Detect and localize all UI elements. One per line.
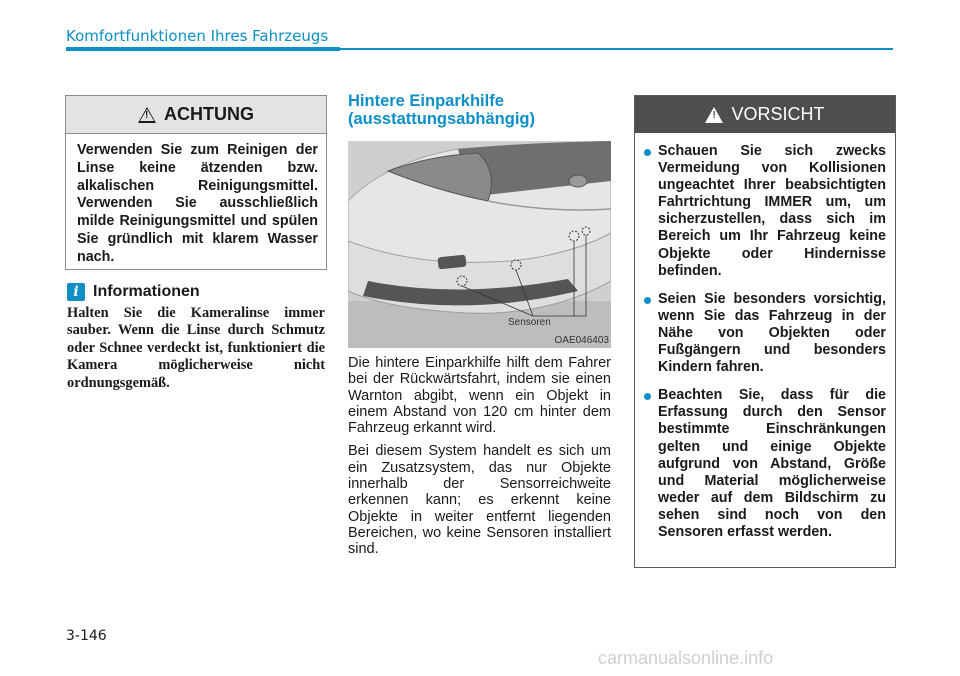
- section-title: Komfortfunktionen Ihres Fahrzeugs: [66, 27, 329, 45]
- info-header: [67, 283, 200, 301]
- vorsicht-header: [635, 96, 895, 133]
- caution-triangle-icon: [705, 107, 723, 123]
- info-title: Informationen: [93, 283, 200, 300]
- rear-parking-paragraph-2: Bei diesem System handelt es sich um ein Zusatzsystem, das nur Objekte innerhalb der Sensorreichweite erkennen kann; es erkennt keine Objekte in weiter entfernt liegenden Bereichen, wo keine Sensoren installiert sind.: [348, 443, 611, 558]
- header-rule-thick: [66, 47, 340, 51]
- figure-code: OAE046403: [554, 335, 609, 346]
- info-icon: i: [67, 283, 85, 301]
- rear-parking-paragraph-1: Die hintere Einparkhilfe hilft dem Fahrer bei der Rückwärtsfahrt, indem sie einen Warnton abgibt, wenn ein Objekt in einem Abstand von 120 cm hinter dem Fahrzeug erkannt wird.: [348, 355, 611, 437]
- achtung-box: [65, 95, 327, 270]
- vorsicht-item: [644, 143, 886, 280]
- vorsicht-item: [644, 291, 886, 376]
- rear-bumper-sensor-figure: [348, 141, 611, 348]
- vorsicht-item-text: Seien Sie besonders vorsichtig, wenn Sie das Fahrzeug in der Nähe von Objekten oder Fußgängern und besonders Kindern fahren.: [658, 290, 886, 376]
- vorsicht-list: [635, 133, 895, 541]
- info-text: Halten Sie die Kameralinse immer sauber. Wenn die Linse durch Schmutz oder Schnee verdeckt ist, funktioniert die Kamera möglicherweise nicht ordnungsgemäß.: [67, 305, 325, 391]
- bullet-icon: [644, 297, 651, 304]
- figure-label-sensors: Sensoren: [508, 317, 551, 328]
- car-rear-illustration: [348, 141, 611, 348]
- vorsicht-item-text: Schauen Sie sich zwecks Vermeidung von Kollisionen ungeachtet Ihrer beabsichtigten Fahrtrichtung IMMER um, um sicherzustellen, dass sich im Bereich um Ihr Fahrzeug keine Objekte oder Hindernisse befinden.: [658, 143, 886, 279]
- bullet-icon: [644, 149, 651, 156]
- rear-parking-title: Hintere Einparkhilfe (ausstattungsabhängig): [348, 92, 536, 128]
- vorsicht-box: [634, 95, 896, 568]
- header-rule-thin: [340, 48, 893, 50]
- achtung-title: ACHTUNG: [164, 104, 254, 124]
- vorsicht-item-text: Beachten Sie, dass für die Erfassung durch den Sensor bestimmte Einschränkungen gelten und einige Objekte aufgrund von Abstand, Größe und Material möglicherweise weder auf dem Bildschirm zu sehen sind noch von den Sensoren erfasst werden.: [658, 387, 886, 540]
- achtung-header: [66, 96, 326, 134]
- bullet-icon: [644, 393, 651, 400]
- page-number: 3-146: [66, 628, 107, 644]
- achtung-text: Verwenden Sie zum Reinigen der Linse keine ätzenden bzw. alkalischen Reinigungsmittel. Verwenden Sie ausschließlich milde Reinigungsmittel und spülen Sie gründlich mit klarem Wasser nach.: [77, 142, 318, 265]
- warning-triangle-icon: [138, 107, 156, 123]
- vorsicht-item: [644, 387, 886, 541]
- vorsicht-title: VORSICHT: [731, 104, 825, 124]
- watermark: carmanualsonline.info: [598, 648, 774, 668]
- rear-parking-body: [348, 355, 611, 558]
